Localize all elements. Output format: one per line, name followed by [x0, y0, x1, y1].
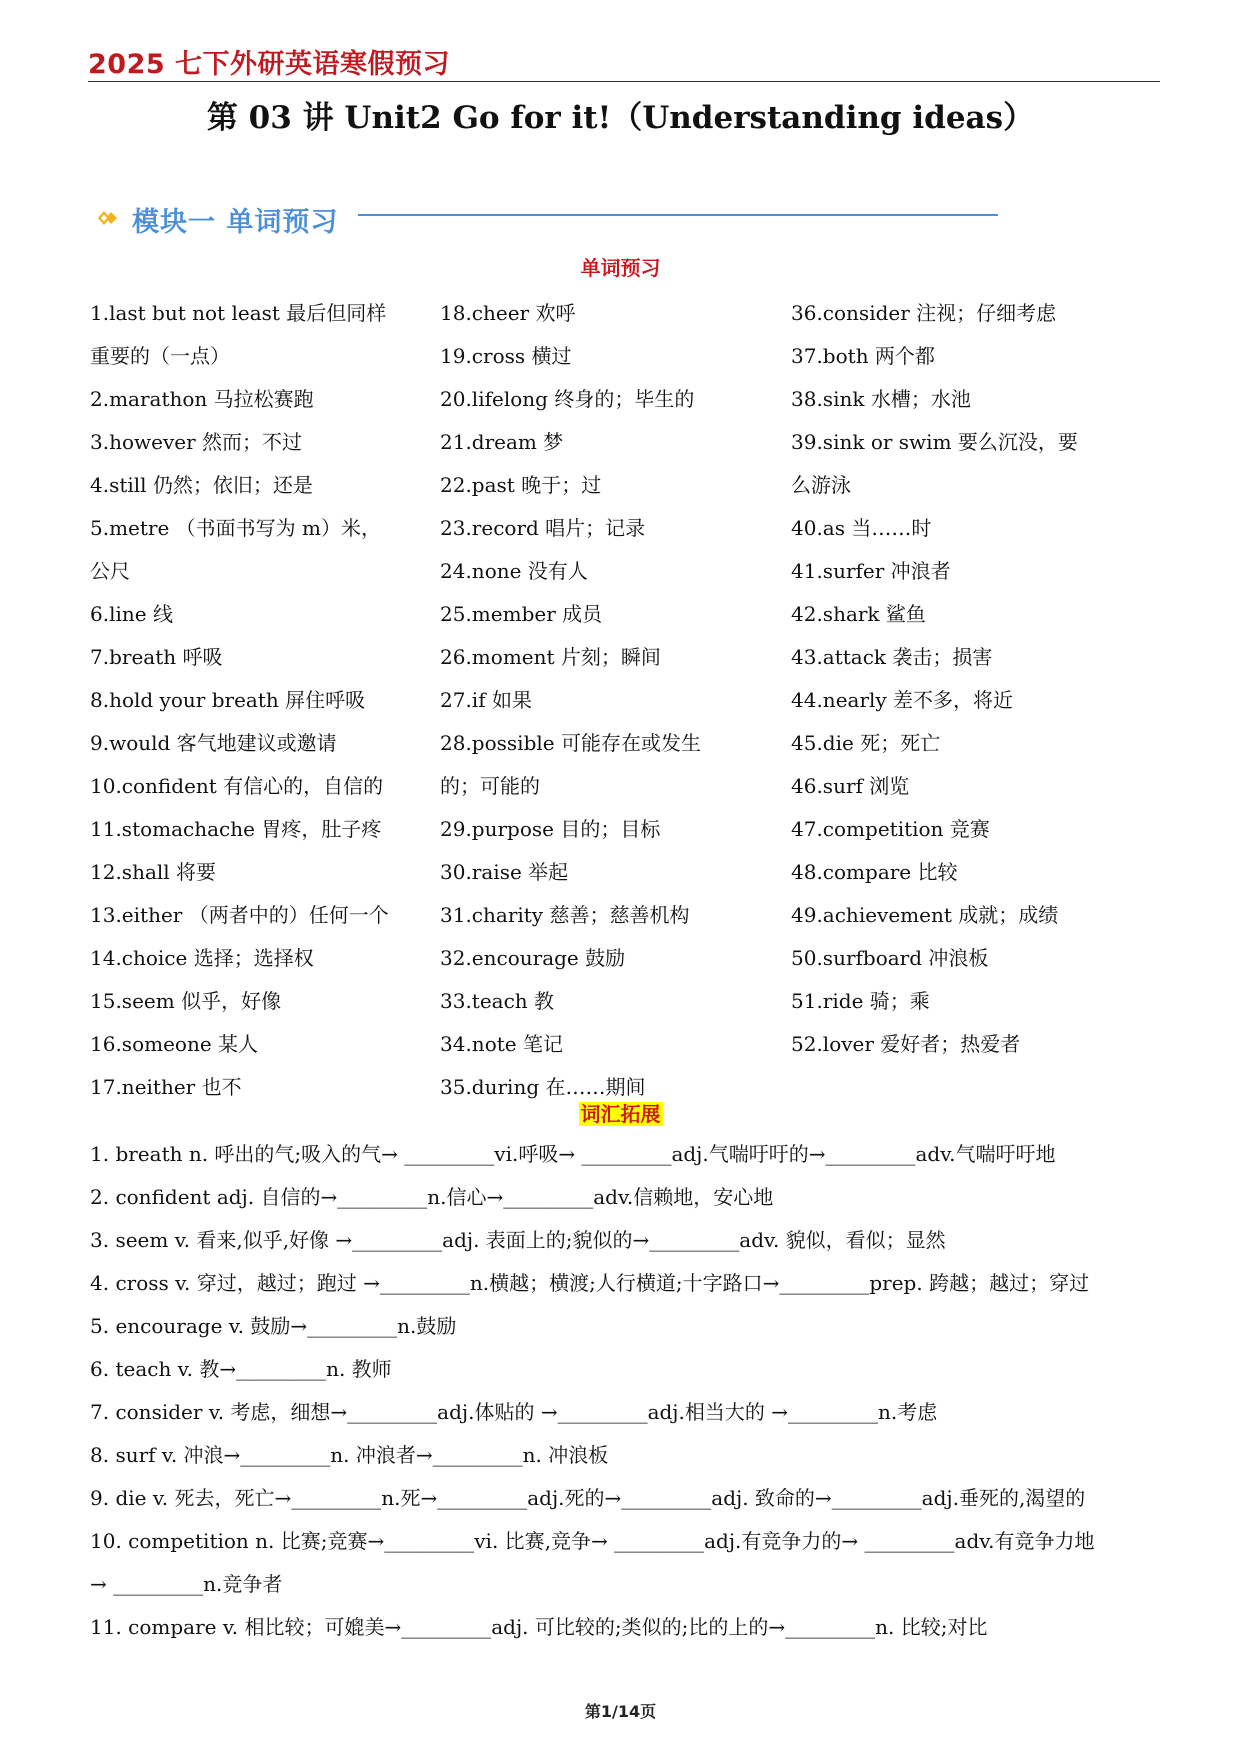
- extension-line: 1. breath n. 呼出的气;吸入的气→ _________vi.呼吸→ _________adj.气喘吁吁的→_________adv.气喘吁吁地: [90, 1142, 1056, 1166]
- extension-line: 3. seem v. 看来,似乎,好像 →_________adj. 表面上的;貌似的→_________adv. 貌似，看似；显然: [90, 1228, 946, 1252]
- vocab-item: 51.ride 骑；乘: [791, 989, 930, 1013]
- page-number: 第1/14页: [584, 1702, 657, 1721]
- extension-line: 7. consider v. 考虑，细想→_________adj.体贴的 →_________adj.相当大的 →_________n.考虑: [90, 1400, 938, 1424]
- vocab-column-1: [90, 292, 425, 1109]
- page-title: 第 03 讲 Unit2 Go for it!（Understanding ideas）: [206, 100, 1035, 136]
- vocab-item: 34.note 笔记: [440, 1032, 563, 1056]
- vocab-item: 公尺: [90, 559, 130, 583]
- vocab-item: 6.line 线: [90, 602, 173, 626]
- module-heading: [88, 198, 998, 238]
- vocab-item: 的；可能的: [440, 774, 540, 798]
- vocab-column-3: [791, 292, 1151, 1066]
- extension-line: 5. encourage v. 鼓励→_________n.鼓励: [90, 1314, 457, 1338]
- vocab-item: 4.still 仍然；依旧；还是: [90, 473, 313, 497]
- vocab-item: 1.last but not least 最后但同样: [90, 301, 387, 325]
- vocab-item: 35.during 在……期间: [440, 1075, 646, 1099]
- vocab-item: 20.lifelong 终身的；毕生的: [440, 387, 695, 411]
- vocab-item: 46.surf 浏览: [791, 774, 910, 798]
- vocab-column-2: [440, 292, 770, 1109]
- document-header-title: 2025 七下外研英语寒假预习: [88, 49, 451, 80]
- extension-line: 10. competition n. 比赛;竞赛→_________vi. 比赛,竞争→ _________adj.有竞争力的→ _________adv.有竞争力地: [90, 1529, 1095, 1553]
- vocab-item: 47.competition 竞赛: [791, 817, 990, 841]
- vocab-item: 12.shall 将要: [90, 860, 217, 884]
- vocab-item: 45.die 死；死亡: [791, 731, 941, 755]
- module-label: 模块一 单词预习: [132, 207, 339, 238]
- vocab-item: 26.moment 片刻；瞬间: [440, 645, 661, 669]
- vocab-item: 重要的（一点）: [90, 344, 230, 368]
- vocab-item: 49.achievement 成就；成绩: [791, 903, 1059, 927]
- header-divider: [88, 81, 1160, 82]
- vocab-item: 48.compare 比较: [791, 860, 958, 884]
- vocab-item: 29.purpose 目的；目标: [440, 817, 661, 841]
- vocab-item: 32.encourage 鼓励: [440, 946, 626, 970]
- vocab-item: 17.neither 也不: [90, 1075, 242, 1099]
- vocab-item: 么游泳: [791, 473, 851, 497]
- vocab-item: 25.member 成员: [440, 602, 603, 626]
- vocab-item: 43.attack 袭击；损害: [791, 645, 993, 669]
- vocab-heading-text: 单词预习: [580, 256, 661, 280]
- extension-list: [90, 1133, 1170, 1649]
- vocab-item: 41.surfer 冲浪者: [791, 559, 951, 583]
- vocab-item: 18.cheer 欢呼: [440, 301, 576, 325]
- extension-line: 2. confident adj. 自信的→_________n.信心→_________adv.信赖地，安心地: [90, 1185, 774, 1209]
- extension-line: 9. die v. 死去，死亡→_________n.死→_________adj.死的→_________adj. 致命的→_________adj.垂死的,渴望的: [90, 1486, 1086, 1510]
- vocab-item: 50.surfboard 冲浪板: [791, 946, 989, 970]
- vocab-item: 36.consider 注视；仔细考虑: [791, 301, 1057, 325]
- vocab-item: 9.would 客气地建议或邀请: [90, 731, 337, 755]
- vocab-item: 40.as 当……时: [791, 516, 932, 540]
- vocab-item: 22.past 晚于；过: [440, 473, 602, 497]
- vocab-item: 52.lover 爱好者；热爱者: [791, 1032, 1021, 1056]
- vocab-item: 42.shark 鲨鱼: [791, 602, 926, 626]
- vocab-item: 5.metre （书面书写为 m）米，: [90, 516, 381, 540]
- vocab-item: 7.breath 呼吸: [90, 645, 223, 669]
- vocab-item: 13.either （两者中的）任何一个: [90, 903, 389, 927]
- vocab-item: 11.stomachache 胃疼，肚子疼: [90, 817, 382, 841]
- vocab-item: 31.charity 慈善；慈善机构: [440, 903, 690, 927]
- vocab-item: 10.confident 有信心的，自信的: [90, 774, 384, 798]
- extension-line: 6. teach v. 教→_________n. 教师: [90, 1357, 392, 1381]
- ext-heading-text: 词汇拓展: [580, 1102, 661, 1126]
- vocab-item: 39.sink or swim 要么沉没，要: [791, 430, 1078, 454]
- extension-line: → _________n.竞争者: [90, 1572, 283, 1596]
- vocab-item: 15.seem 似乎，好像: [90, 989, 282, 1013]
- vocab-item: 30.raise 举起: [440, 860, 569, 884]
- vocab-item: 28.possible 可能存在或发生: [440, 731, 701, 755]
- vocab-item: 3.however 然而；不过: [90, 430, 303, 454]
- module-underline: [358, 214, 998, 216]
- vocab-heading: [0, 252, 1241, 281]
- vocab-item: 8.hold your breath 屏住呼吸: [90, 688, 366, 712]
- vocab-item: 16.someone 某人: [90, 1032, 259, 1056]
- vocab-item: 33.teach 教: [440, 989, 555, 1013]
- extension-line: 8. surf v. 冲浪→_________n. 冲浪者→_________n. 冲浪板: [90, 1443, 609, 1467]
- ext-heading: [0, 1098, 1241, 1127]
- vocab-item: 14.choice 选择；选择权: [90, 946, 314, 970]
- vocab-item: 24.none 没有人: [440, 559, 588, 583]
- vocab-item: 38.sink 水槽；水池: [791, 387, 971, 411]
- vocab-item: 2.marathon 马拉松赛跑: [90, 387, 314, 411]
- vocab-item: 23.record 唱片；记录: [440, 516, 646, 540]
- extension-line: 11. compare v. 相比较；可媲美→_________adj. 可比较的;类似的;比的上的→_________n. 比较;对比: [90, 1615, 988, 1639]
- extension-line: 4. cross v. 穿过，越过；跑过 →_________n.横越；横渡;人行横道;十字路口→_________prep. 跨越；越过；穿过: [90, 1271, 1090, 1295]
- vocab-item: 44.nearly 差不多，将近: [791, 688, 1014, 712]
- vocab-item: 37.both 两个都: [791, 344, 935, 368]
- double-diamond-icon: [92, 206, 118, 230]
- vocab-item: 27.if 如果: [440, 688, 532, 712]
- vocab-item: 19.cross 横过: [440, 344, 572, 368]
- vocab-item: 21.dream 梦: [440, 430, 564, 454]
